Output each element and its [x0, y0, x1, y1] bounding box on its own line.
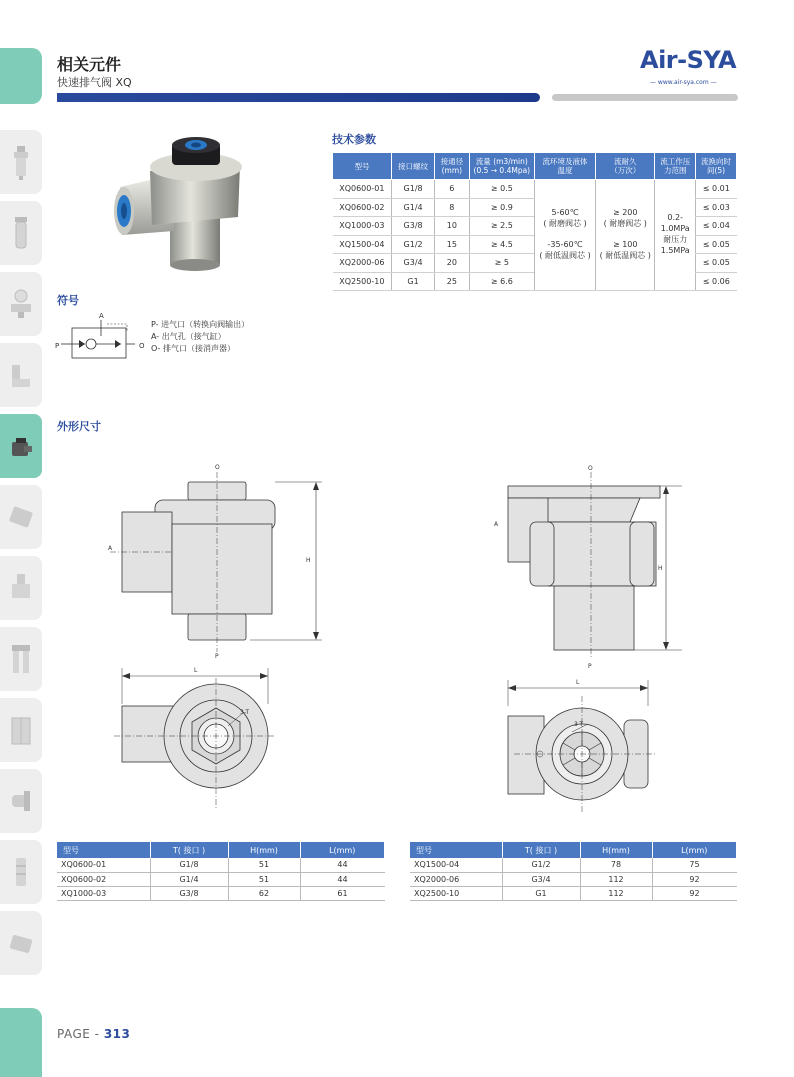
dim-table-header	[57, 842, 385, 858]
top-view-large	[500, 676, 660, 816]
cell-l: 92	[652, 886, 737, 900]
cell-bore: 10	[435, 217, 470, 236]
dim-label-h-2: H	[658, 565, 663, 572]
cell-bore: 20	[435, 254, 470, 273]
cell-thread: G1	[392, 272, 435, 291]
lubricator-icon	[8, 215, 34, 253]
side-tab-quick-exhaust[interactable]	[0, 414, 42, 478]
cell-thread: G3/4	[392, 254, 435, 273]
block-valve-icon	[8, 499, 34, 537]
cell-temp-merged	[534, 180, 595, 291]
durability-1: ≥ 200	[612, 208, 638, 218]
cell-thread: G3/8	[150, 886, 228, 900]
table-row	[57, 886, 385, 900]
temp-1: 5-60℃	[551, 208, 579, 218]
table-row	[57, 872, 385, 886]
page-label: PAGE -	[57, 1027, 104, 1041]
dim-table-header	[410, 842, 737, 858]
dim-label-a: A	[108, 545, 113, 552]
cell-time: ≤ 0.01	[696, 180, 737, 199]
side-tab-muffler[interactable]	[0, 840, 42, 904]
table-row	[57, 858, 385, 872]
table-row	[410, 858, 737, 872]
page-number	[57, 1027, 130, 1041]
pressure-4: 1.5MPa	[660, 245, 690, 255]
dim-label-o: O	[215, 464, 220, 471]
page-number-value: 313	[103, 1027, 131, 1041]
cell-thread: G1	[502, 886, 580, 900]
cell-l: 61	[300, 886, 385, 900]
cell-h: 51	[228, 872, 300, 886]
side-tab-fitting[interactable]	[0, 769, 42, 833]
cell-model: XQ0600-02	[57, 872, 150, 886]
dim-table-right	[410, 842, 737, 901]
page-title: 相关元件	[57, 55, 122, 74]
cell-time: ≤ 0.03	[696, 198, 737, 217]
solenoid-valve-icon	[8, 925, 34, 963]
cell-bore: 25	[435, 272, 470, 291]
spec-col-bore: 接通径 (mm)	[435, 153, 470, 180]
cell-time: ≤ 0.04	[696, 217, 737, 236]
manifold-icon	[8, 712, 34, 750]
muffler-icon	[8, 854, 34, 892]
temp-1-note: ( 耐磨阀芯 )	[543, 219, 587, 229]
page-subtitle: 快速排气阀 XQ	[57, 76, 132, 89]
frl-unit-icon	[8, 641, 34, 679]
side-tab-top	[0, 48, 42, 104]
cell-model: XQ1500-04	[410, 858, 502, 872]
legend-p: P- 进气口（转换向阀输出）	[151, 320, 250, 329]
durability-2-note: ( 耐低温阀芯 )	[599, 250, 651, 260]
dim-label-3t: 3-T	[240, 709, 250, 716]
cell-l: 92	[652, 872, 737, 886]
cell-durability-merged	[596, 180, 655, 291]
side-tab-regulator[interactable]	[0, 556, 42, 620]
cell-thread: G1/2	[502, 858, 580, 872]
dimensions-heading: 外形尺寸	[57, 420, 101, 433]
front-view-small	[100, 462, 330, 662]
side-tab-manifold[interactable]	[0, 698, 42, 762]
col-thread: T( 接口 )	[150, 842, 228, 858]
cell-time: ≤ 0.06	[696, 272, 737, 291]
specs-heading: 技术参数	[332, 133, 376, 146]
brand-url: — www.air-sya.com —	[650, 79, 717, 86]
dim-label-l: L	[194, 667, 198, 674]
cell-h: 112	[580, 886, 652, 900]
filter-regulator-icon	[8, 144, 34, 182]
cell-h: 51	[228, 858, 300, 872]
symbol-port-a: A	[99, 312, 104, 320]
table-row	[410, 886, 737, 900]
pressure-3: 耐压力	[663, 235, 688, 244]
symbol-legend	[151, 319, 249, 355]
cell-bore: 6	[435, 180, 470, 199]
cell-thread: G1/2	[392, 235, 435, 254]
cell-model: XQ2500-10	[410, 886, 502, 900]
spec-col-model: 型号	[333, 153, 392, 180]
cell-l: 44	[300, 858, 385, 872]
durability-1-note: ( 耐磨阀芯 )	[603, 219, 647, 229]
side-tab-filter[interactable]	[0, 130, 42, 194]
quick-exhaust-valve-icon	[8, 428, 34, 466]
cell-h: 112	[580, 872, 652, 886]
cell-flow: ≥ 6.6	[469, 272, 534, 291]
spec-col-flow: 流量 (m3/min) (0.5 → 0.4Mpa)	[469, 153, 534, 180]
gauge-valve-icon	[8, 286, 34, 324]
temp-2: -35-60℃	[547, 240, 583, 249]
header-bar-grey	[552, 94, 738, 101]
specs-header-row	[333, 153, 737, 180]
legend-o: O- 排气口（接消声器）	[151, 344, 235, 353]
cell-bore: 15	[435, 235, 470, 254]
spec-col-durability: 流耐久 （万次）	[596, 153, 655, 180]
cell-model: XQ1500-04	[333, 235, 392, 254]
cell-thread: G3/4	[502, 872, 580, 886]
cell-pressure-merged	[655, 180, 696, 291]
side-tab-valve[interactable]	[0, 911, 42, 975]
cell-time: ≤ 0.05	[696, 235, 737, 254]
col-model: 型号	[410, 842, 502, 858]
pressure-2: 1.0MPa	[660, 224, 690, 234]
table-row	[333, 180, 737, 199]
cell-model: XQ0600-01	[333, 180, 392, 199]
specs-table	[332, 152, 737, 291]
front-view-large	[490, 462, 690, 672]
side-tab-gauge[interactable]	[0, 272, 42, 336]
elbow-fitting-icon	[8, 357, 34, 395]
cell-model: XQ0600-02	[333, 198, 392, 217]
cell-thread: G3/8	[392, 217, 435, 236]
cell-model: XQ0600-01	[57, 858, 150, 872]
cell-model: XQ1000-03	[333, 217, 392, 236]
cell-thread: G1/4	[150, 872, 228, 886]
dim-label-p: P	[215, 653, 219, 660]
legend-a: A- 出气孔（接气缸）	[151, 332, 226, 341]
dim-label-p-2: P	[588, 663, 592, 670]
brand-logo: Air-SYA	[640, 46, 737, 74]
cell-time: ≤ 0.05	[696, 254, 737, 273]
symbol-port-p: P	[55, 342, 60, 350]
symbol-heading: 符号	[57, 294, 79, 307]
cell-l: 75	[652, 858, 737, 872]
col-model: 型号	[57, 842, 150, 858]
symbol-port-o: O	[139, 342, 145, 350]
product-photo	[110, 135, 250, 275]
side-tab-frl[interactable]	[0, 627, 42, 691]
temp-2-note: ( 耐低温阀芯 )	[539, 250, 591, 260]
cell-bore: 8	[435, 198, 470, 217]
pressure-1: 0.2-	[667, 213, 684, 223]
dim-label-3t-2: 3-T	[574, 721, 584, 728]
col-thread: T( 接口 )	[502, 842, 580, 858]
dim-label-a-2: A	[494, 521, 499, 528]
cell-h: 62	[228, 886, 300, 900]
col-l: L(mm)	[652, 842, 737, 858]
table-row	[410, 872, 737, 886]
side-tab-elbow[interactable]	[0, 343, 42, 407]
cell-flow: ≥ 2.5	[469, 217, 534, 236]
dim-label-h: H	[306, 557, 311, 564]
cell-model: XQ2000-06	[333, 254, 392, 273]
dim-label-l-2: L	[576, 679, 580, 686]
side-tab-silencer[interactable]	[0, 485, 42, 549]
durability-2: ≥ 100	[612, 240, 638, 249]
spec-col-time: 流换向时 间(5)	[696, 153, 737, 180]
cell-l: 44	[300, 872, 385, 886]
cell-flow: ≥ 5	[469, 254, 534, 273]
spec-col-pressure: 流工作压 力范围	[655, 153, 696, 180]
pressure-regulator-icon	[8, 570, 34, 608]
dim-label-o-2: O	[588, 465, 593, 472]
cell-model: XQ2500-10	[333, 272, 392, 291]
cylinder-fitting-icon	[8, 783, 34, 821]
cell-flow: ≥ 4.5	[469, 235, 534, 254]
cell-thread: G1/8	[150, 858, 228, 872]
pneumatic-symbol	[55, 312, 155, 364]
spec-col-temp: 流环境及液体 温度	[534, 153, 595, 180]
spec-col-thread: 接口螺纹	[392, 153, 435, 180]
side-tab-bottom	[0, 1008, 42, 1077]
cell-model: XQ2000-06	[410, 872, 502, 886]
col-h: H(mm)	[580, 842, 652, 858]
cell-flow: ≥ 0.5	[469, 180, 534, 199]
header-bar	[57, 93, 540, 102]
side-tab-lubricator[interactable]	[0, 201, 42, 265]
col-h: H(mm)	[228, 842, 300, 858]
cell-thread: G1/8	[392, 180, 435, 199]
cell-flow: ≥ 0.9	[469, 198, 534, 217]
cell-model: XQ1000-03	[57, 886, 150, 900]
top-view-small	[100, 664, 290, 814]
dim-table-left	[57, 842, 385, 901]
cell-h: 78	[580, 858, 652, 872]
cell-thread: G1/4	[392, 198, 435, 217]
col-l: L(mm)	[300, 842, 385, 858]
